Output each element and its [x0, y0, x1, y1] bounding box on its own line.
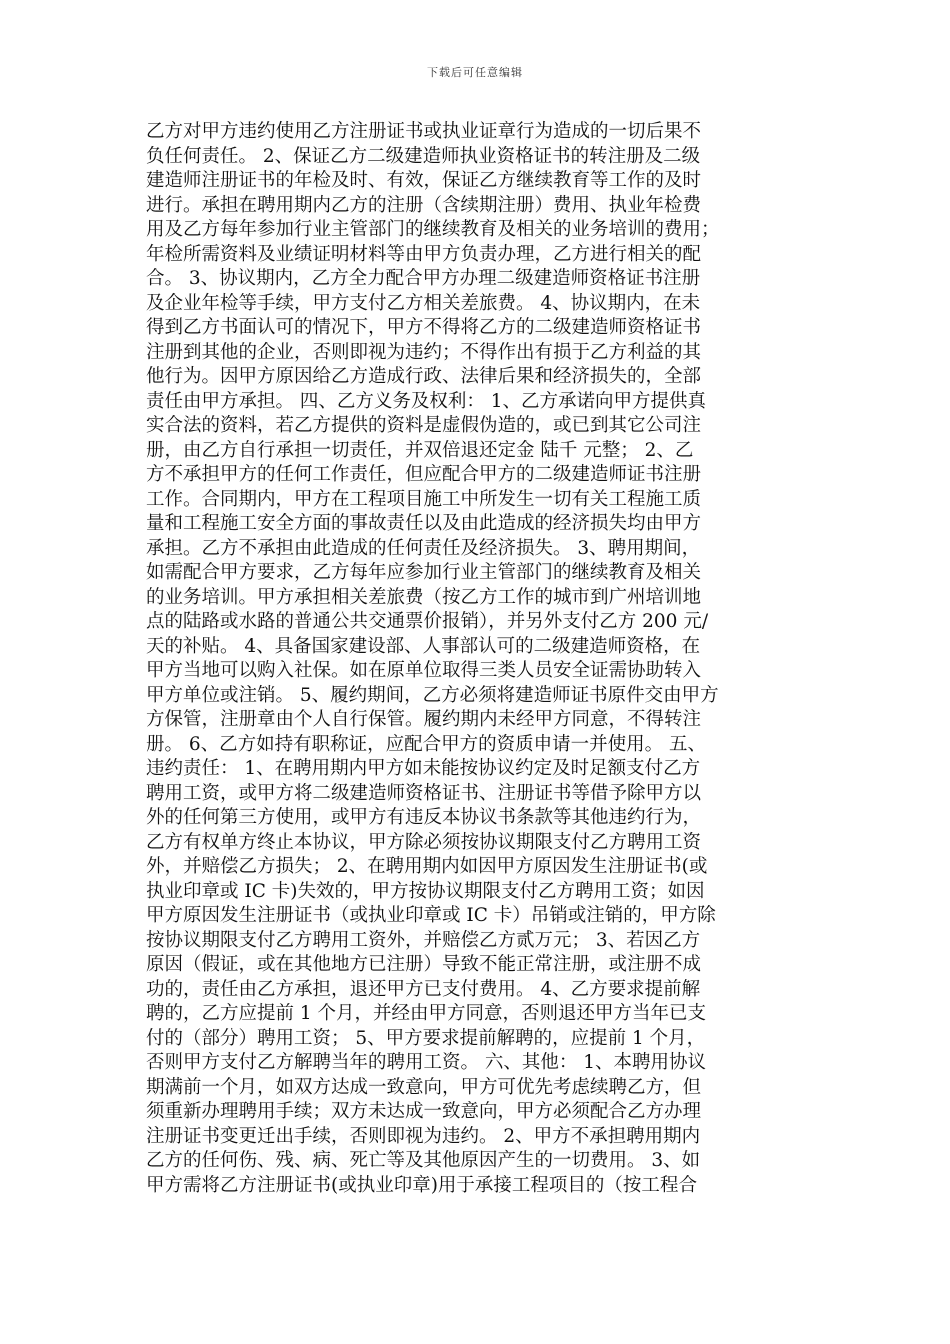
text-line: 外，并赔偿乙方损失； 2、在聘用期内如因甲方原因发生注册证书(或	[146, 856, 708, 877]
text-line: 原因（假证，或在其他地方已注册）导致不能正常注册，或注册不成	[146, 954, 702, 975]
text-line: 功的，责任由乙方承担，退还甲方已支付费用。 4、乙方要求提前解	[146, 978, 701, 1000]
text-line: 注册证书变更迁出手续，否则即视为违约。 2、甲方不承担聘用期内	[146, 1125, 701, 1147]
text-line: 天的补贴。 4、具备国家建设部、人事部认可的二级建造师资格，在	[146, 635, 701, 657]
text-line: 违约责任： 1、在聘用期内甲方如未能按协议约定及时足额支付乙方	[146, 758, 701, 779]
text-line: 甲方原因发生注册证书（或执业印章或 IC 卡）吊销或注销的，甲方除	[146, 905, 716, 926]
text-line: 负任何责任。 2、保证乙方二级建造师执业资格证书的转注册及二级	[146, 145, 701, 167]
document-body	[146, 120, 800, 1198]
text-line: 期满前一个月，如双方达成一致意向，甲方可优先考虑续聘乙方，但	[146, 1076, 702, 1098]
text-line: 甲方需将乙方注册证书(或执业印章)用于承接工程项目的（按工程合	[146, 1174, 697, 1196]
text-line: 外的任何第三方使用，或甲方有违反本协议书条款等其他违约行为，	[146, 807, 702, 828]
text-line: 按协议期限支付乙方聘用工资外，并赔偿乙方贰万元； 3、若因乙方	[146, 929, 701, 951]
text-line: 他行为。因甲方原因给乙方造成行政、法律后果和经济损失的，全部	[146, 366, 702, 387]
header-note: 下载后可任意编辑	[427, 66, 523, 79]
text-line: 方不承担甲方的任何工作责任，但应配合甲方的二级建造师证书注册	[146, 464, 702, 485]
text-line: 乙方有权单方终止本协议，甲方除必须按协议期限支付乙方聘用工资	[146, 831, 702, 853]
text-line: 册，由乙方自行承担一切责任，并双倍退还定金 陆千 元整； 2、乙	[146, 439, 694, 461]
text-line: 否则甲方支付乙方解聘当年的聘用工资。 六、其他： 1、本聘用协议	[146, 1052, 707, 1073]
text-line: 册。 6、乙方如持有职称证，应配合甲方的资质申请一并使用。 五、	[146, 733, 707, 755]
text-line: 方保管，注册章由个人自行保管。履约期内未经甲方同意，不得转注	[146, 709, 702, 730]
text-line: 实合法的资料，若乙方提供的资料是虚假伪造的，或已到其它公司注	[146, 415, 702, 436]
text-line: 进行。承担在聘用期内乙方的注册（含续期注册）费用、执业年检费	[146, 194, 702, 216]
text-line: 得到乙方书面认可的情况下，甲方不得将乙方的二级建造师资格证书	[146, 317, 702, 338]
text-line: 及企业年检等手续，甲方支付乙方相关差旅费。 4、协议期内，在未	[146, 292, 701, 314]
text-line: 如需配合甲方要求，乙方每年应参加行业主管部门的继续教育及相关	[146, 562, 702, 583]
text-line: 乙方对甲方违约使用乙方注册证书或执业证章行为造成的一切后果不	[146, 121, 702, 142]
text-line: 建造师注册证书的年检及时、有效，保证乙方继续教育等工作的及时	[146, 170, 702, 191]
text-line: 须重新办理聘用手续；双方未达成一致意向，甲方必须配合乙方办理	[146, 1101, 702, 1122]
text-line: 的业务培训。甲方承担相关差旅费（按乙方工作的城市到广州培训地	[146, 586, 702, 608]
text-line: 责任由甲方承担。 四、乙方义务及权利： 1、乙方承诺向甲方提供真	[146, 390, 707, 412]
text-line: 聘的，乙方应提前 1 个月，并经由甲方同意，否则退还甲方当年已支	[146, 1003, 707, 1024]
text-line: 乙方的任何伤、残、病、死亡等及其他原因产生的一切费用。 3、如	[146, 1150, 701, 1171]
text-line: 用及乙方每年参加行业主管部门的继续教育及相关的业务培训的费用；	[146, 219, 720, 240]
text-line: 年检所需资料及业绩证明材料等由甲方负责办理，乙方进行相关的配	[146, 243, 702, 265]
text-line: 工作。合同期内，甲方在工程项目施工中所发生一切有关工程施工质	[146, 488, 702, 510]
text-line: 甲方当地可以购入社保。如在原单位取得三类人员安全证需协助转入	[146, 660, 702, 681]
text-line: 聘用工资，或甲方将二级建造师资格证书、注册证书等借予除甲方以	[146, 782, 702, 804]
text-line: 甲方单位或注销。 5、履约期间，乙方必须将建造师证书原件交由甲方	[146, 684, 719, 706]
text-line: 承担。乙方不承担由此造成的任何责任及经济损失。 3、聘用期间，	[146, 537, 701, 559]
text-line: 量和工程施工安全方面的事故责任以及由此造成的经济损失均由甲方	[146, 513, 702, 534]
text-line: 执业印章或 IC 卡)失效的，甲方按协议期限支付乙方聘用工资；如因	[146, 880, 705, 902]
text-line: 付的（部分）聘用工资； 5、甲方要求提前解聘的，应提前 1 个月，	[146, 1027, 706, 1049]
text-line: 合。 3、协议期内，乙方全力配合甲方办理二级建造师资格证书注册	[146, 268, 701, 289]
text-line: 注册到其他的企业，否则即视为违约；不得作出有损于乙方利益的其	[146, 341, 702, 363]
text-line: 点的陆路或水路的普通公共交通票价报销），并另外支付乙方 200 元/	[146, 611, 709, 632]
